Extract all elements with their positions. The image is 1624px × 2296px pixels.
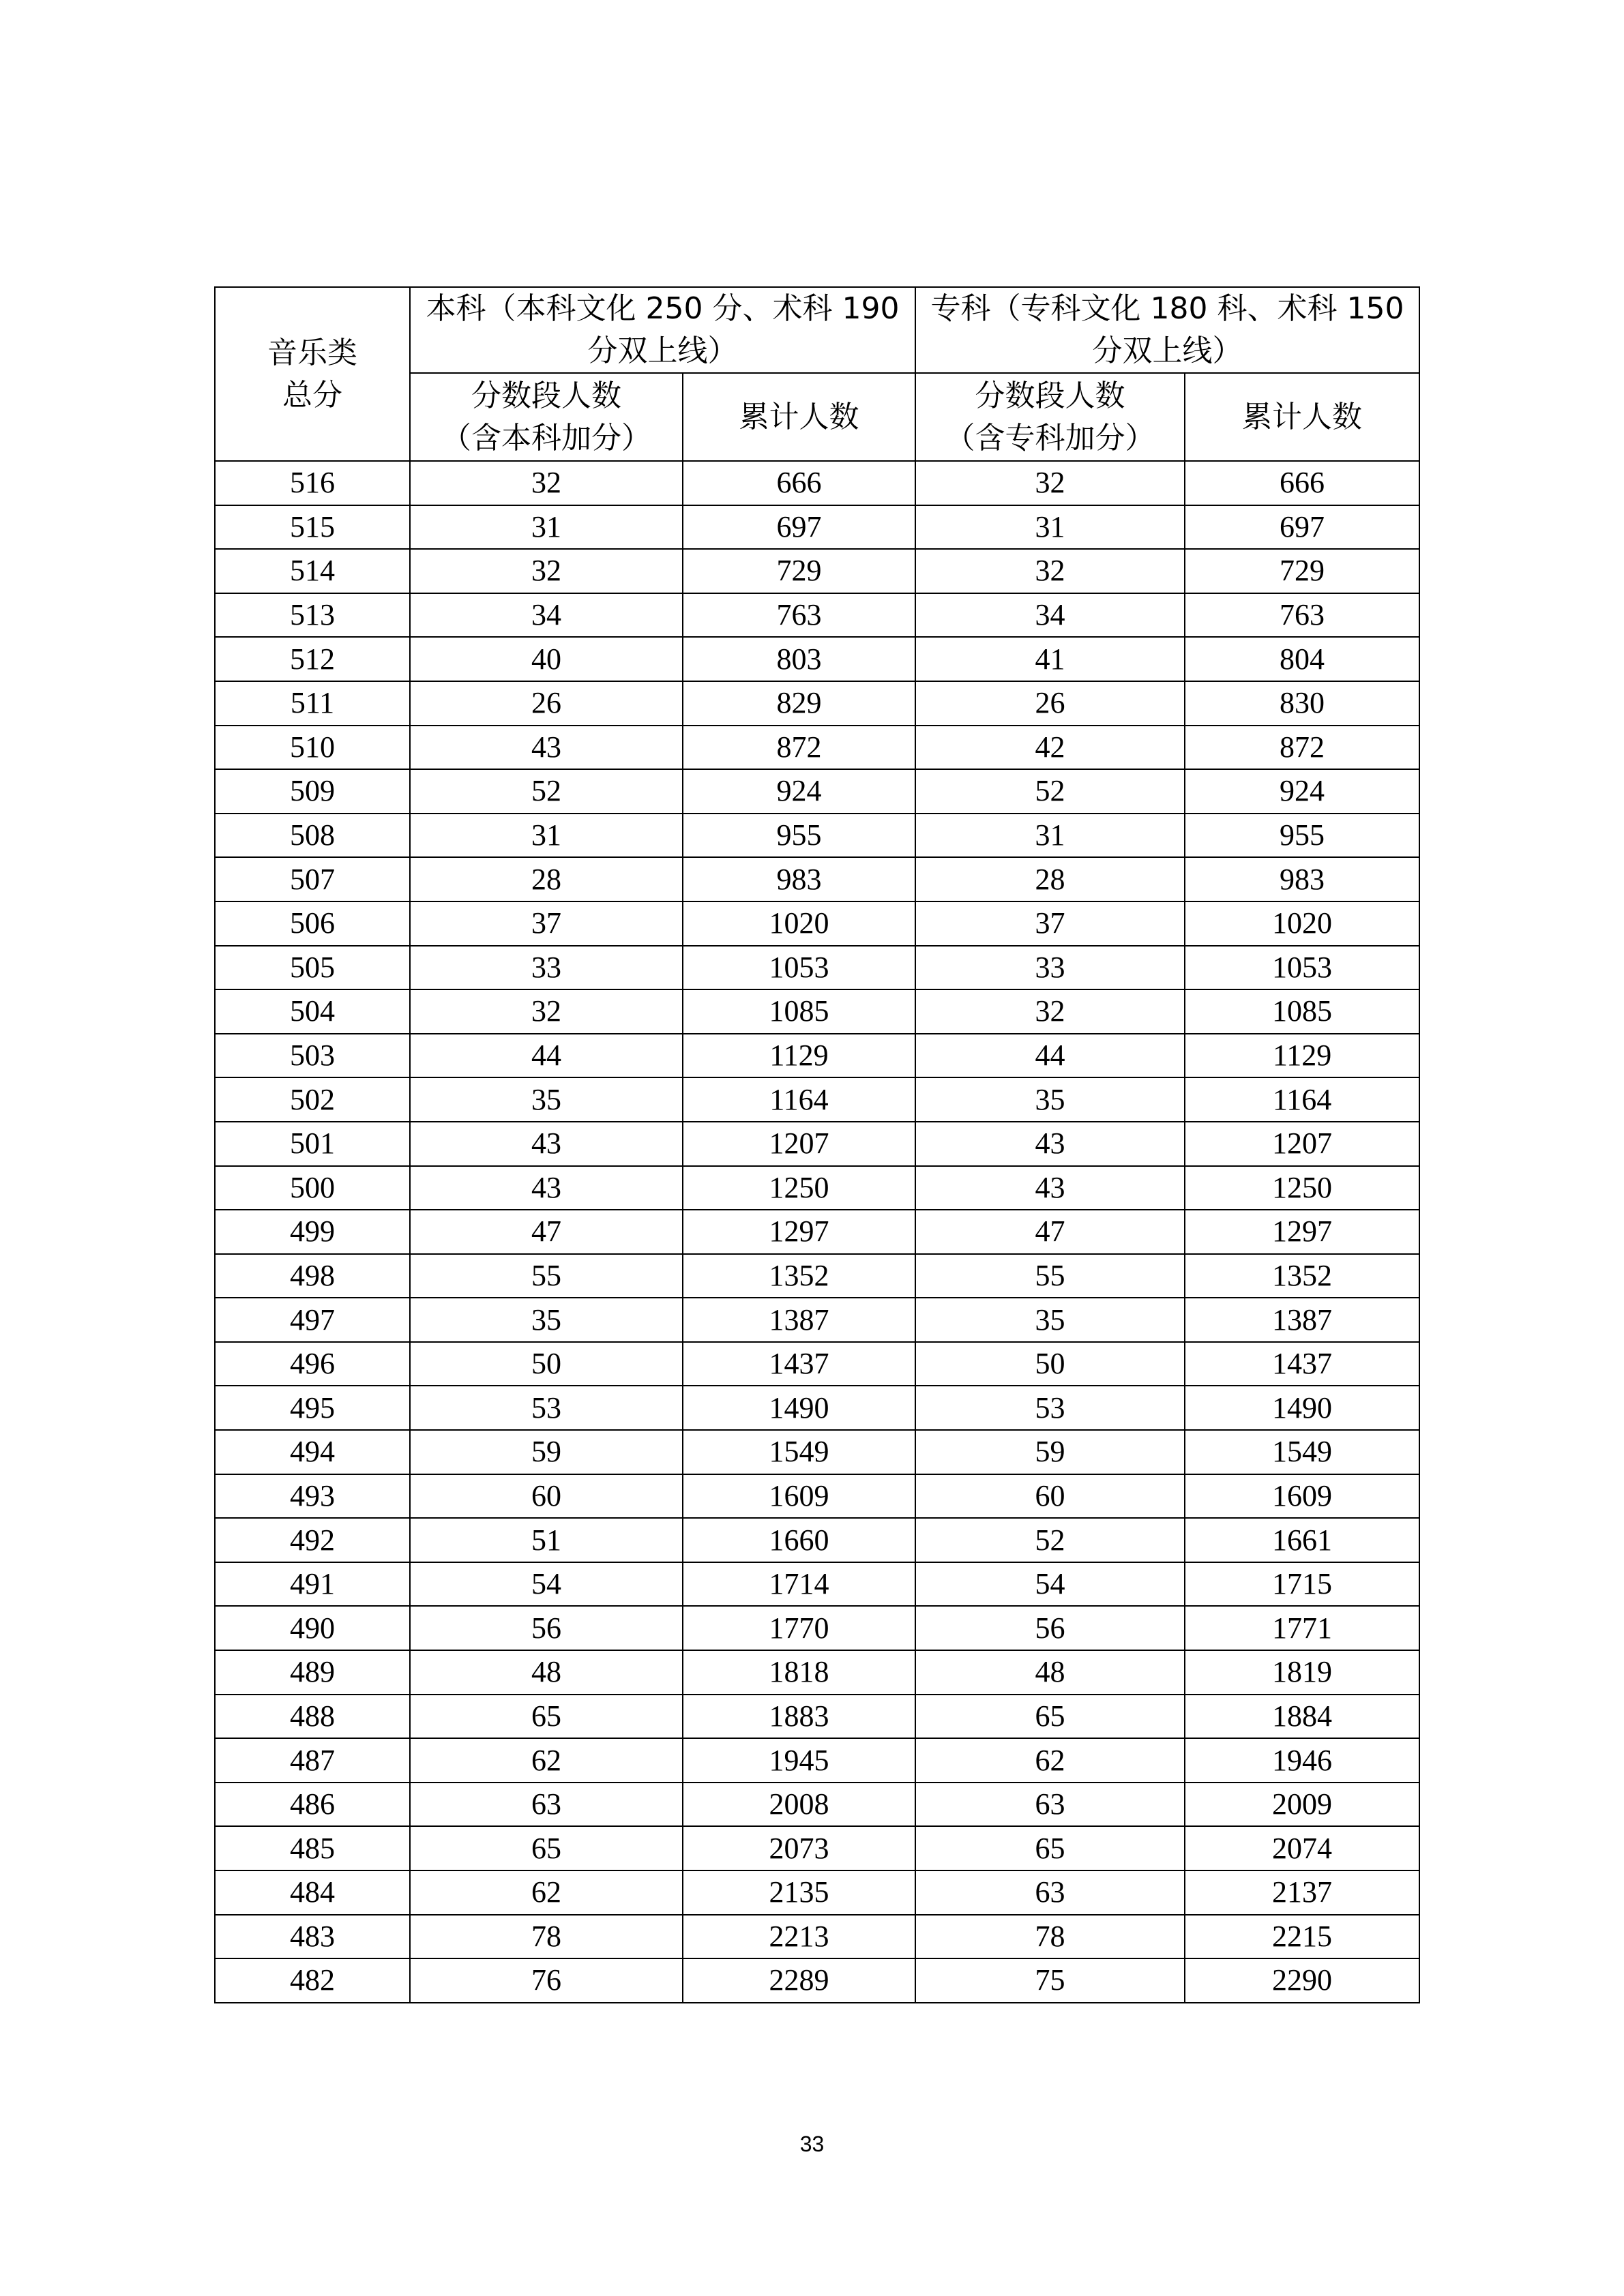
cell-zhuanke-segment: 31 xyxy=(915,505,1185,550)
cell-score: 494 xyxy=(215,1430,410,1474)
table-row xyxy=(215,1695,1419,1739)
page-number: 33 xyxy=(799,2132,825,2156)
cell-score: 513 xyxy=(215,593,410,638)
cell-benke-cumulative: 803 xyxy=(683,637,915,681)
cell-zhuanke-cumulative: 2009 xyxy=(1185,1783,1419,1827)
table-row xyxy=(215,726,1419,770)
cell-zhuanke-segment: 55 xyxy=(915,1254,1185,1298)
cell-score: 482 xyxy=(215,1958,410,2003)
cell-zhuanke-cumulative: 1490 xyxy=(1185,1386,1419,1430)
header-benke-segment xyxy=(410,373,683,461)
header-score-total-label: 音乐类 总分 xyxy=(267,335,357,413)
cell-score: 491 xyxy=(215,1562,410,1607)
cell-score: 506 xyxy=(215,901,410,946)
cell-score: 501 xyxy=(215,1122,410,1166)
cell-score: 507 xyxy=(215,857,410,901)
cell-benke-cumulative: 1207 xyxy=(683,1122,915,1166)
cell-score: 490 xyxy=(215,1606,410,1650)
table-row xyxy=(215,681,1419,726)
cell-score: 504 xyxy=(215,989,410,1034)
cell-zhuanke-cumulative: 1053 xyxy=(1185,946,1419,990)
header-zhuanke-cumulative xyxy=(1185,373,1419,461)
cell-score: 509 xyxy=(215,769,410,814)
cell-score: 496 xyxy=(215,1342,410,1386)
cell-benke-segment: 43 xyxy=(410,726,683,770)
cell-zhuanke-segment: 56 xyxy=(915,1606,1185,1650)
cell-benke-cumulative: 1129 xyxy=(683,1034,915,1078)
table-row xyxy=(215,946,1419,990)
table-row xyxy=(215,637,1419,681)
table-row xyxy=(215,1210,1419,1254)
cell-zhuanke-segment: 41 xyxy=(915,637,1185,681)
cell-benke-cumulative: 2135 xyxy=(683,1870,915,1915)
table-row xyxy=(215,1958,1419,2003)
header-row-group xyxy=(215,287,1419,373)
table-row xyxy=(215,1606,1419,1650)
header-benke-cumulative-label: 累计人数 xyxy=(739,399,859,434)
cell-benke-cumulative: 924 xyxy=(683,769,915,814)
cell-benke-segment: 51 xyxy=(410,1518,683,1562)
cell-benke-cumulative: 763 xyxy=(683,593,915,638)
table-row xyxy=(215,769,1419,814)
cell-benke-segment: 43 xyxy=(410,1166,683,1210)
table-row xyxy=(215,1738,1419,1783)
cell-benke-cumulative: 1020 xyxy=(683,901,915,946)
cell-zhuanke-cumulative: 763 xyxy=(1185,593,1419,638)
cell-benke-segment: 37 xyxy=(410,901,683,946)
cell-zhuanke-segment: 50 xyxy=(915,1342,1185,1386)
header-zhuanke-cumulative-label: 累计人数 xyxy=(1242,399,1363,434)
cell-zhuanke-segment: 35 xyxy=(915,1077,1185,1122)
cell-benke-cumulative: 697 xyxy=(683,505,915,550)
cell-zhuanke-segment: 37 xyxy=(915,901,1185,946)
cell-score: 485 xyxy=(215,1826,410,1870)
cell-zhuanke-segment: 28 xyxy=(915,857,1185,901)
table-row xyxy=(215,1254,1419,1298)
cell-zhuanke-segment: 62 xyxy=(915,1738,1185,1783)
cell-zhuanke-segment: 53 xyxy=(915,1386,1185,1430)
table-row xyxy=(215,1077,1419,1122)
cell-zhuanke-cumulative: 830 xyxy=(1185,681,1419,726)
cell-zhuanke-segment: 63 xyxy=(915,1870,1185,1915)
cell-zhuanke-cumulative: 1387 xyxy=(1185,1298,1419,1342)
cell-benke-cumulative: 1053 xyxy=(683,946,915,990)
cell-zhuanke-segment: 32 xyxy=(915,549,1185,593)
cell-zhuanke-cumulative: 924 xyxy=(1185,769,1419,814)
table-row xyxy=(215,1915,1419,1959)
cell-zhuanke-segment: 34 xyxy=(915,593,1185,638)
cell-zhuanke-segment: 52 xyxy=(915,1518,1185,1562)
header-zhuanke-segment-label: 分数段人数 （含专科加分） xyxy=(945,378,1155,456)
cell-score: 500 xyxy=(215,1166,410,1210)
cell-score: 483 xyxy=(215,1915,410,1959)
cell-zhuanke-segment: 42 xyxy=(915,726,1185,770)
cell-benke-segment: 32 xyxy=(410,461,683,505)
cell-zhuanke-segment: 31 xyxy=(915,814,1185,858)
cell-score: 505 xyxy=(215,946,410,990)
cell-benke-segment: 31 xyxy=(410,814,683,858)
table-row xyxy=(215,814,1419,858)
cell-score: 499 xyxy=(215,1210,410,1254)
cell-zhuanke-cumulative: 1164 xyxy=(1185,1077,1419,1122)
cell-benke-segment: 35 xyxy=(410,1077,683,1122)
cell-benke-segment: 59 xyxy=(410,1430,683,1474)
cell-score: 503 xyxy=(215,1034,410,1078)
table-row xyxy=(215,1430,1419,1474)
table-row xyxy=(215,461,1419,505)
cell-score: 487 xyxy=(215,1738,410,1783)
cell-zhuanke-cumulative: 1609 xyxy=(1185,1474,1419,1519)
cell-zhuanke-cumulative: 2074 xyxy=(1185,1826,1419,1870)
cell-zhuanke-segment: 75 xyxy=(915,1958,1185,2003)
cell-benke-segment: 40 xyxy=(410,637,683,681)
cell-zhuanke-segment: 44 xyxy=(915,1034,1185,1078)
cell-benke-cumulative: 1770 xyxy=(683,1606,915,1650)
table-row xyxy=(215,593,1419,638)
cell-zhuanke-cumulative: 2137 xyxy=(1185,1870,1419,1915)
header-benke-group-label: 本科（本科文化 250 分、术科 190 分双上线） xyxy=(426,291,900,368)
cell-benke-segment: 52 xyxy=(410,769,683,814)
cell-benke-cumulative: 1714 xyxy=(683,1562,915,1607)
header-benke-cumulative xyxy=(683,373,915,461)
cell-score: 502 xyxy=(215,1077,410,1122)
cell-zhuanke-segment: 60 xyxy=(915,1474,1185,1519)
header-zhuanke-group-label: 专科（专科文化 180 科、术科 150 分双上线） xyxy=(930,291,1404,368)
cell-score: 511 xyxy=(215,681,410,726)
cell-benke-cumulative: 955 xyxy=(683,814,915,858)
table-row xyxy=(215,1783,1419,1827)
cell-zhuanke-cumulative: 1771 xyxy=(1185,1606,1419,1650)
table-row xyxy=(215,505,1419,550)
cell-zhuanke-segment: 43 xyxy=(915,1166,1185,1210)
table-row xyxy=(215,901,1419,946)
cell-score: 486 xyxy=(215,1783,410,1827)
table-row xyxy=(215,1870,1419,1915)
cell-benke-segment: 78 xyxy=(410,1915,683,1959)
cell-benke-segment: 47 xyxy=(410,1210,683,1254)
cell-benke-segment: 28 xyxy=(410,857,683,901)
table-row xyxy=(215,1166,1419,1210)
header-zhuanke-segment xyxy=(915,373,1185,461)
cell-benke-cumulative: 1437 xyxy=(683,1342,915,1386)
cell-zhuanke-cumulative: 1661 xyxy=(1185,1518,1419,1562)
cell-benke-cumulative: 872 xyxy=(683,726,915,770)
cell-benke-cumulative: 2008 xyxy=(683,1783,915,1827)
cell-benke-cumulative: 829 xyxy=(683,681,915,726)
cell-zhuanke-cumulative: 983 xyxy=(1185,857,1419,901)
header-benke-segment-label: 分数段人数 （含本科加分） xyxy=(441,378,651,456)
cell-zhuanke-segment: 33 xyxy=(915,946,1185,990)
cell-zhuanke-segment: 48 xyxy=(915,1650,1185,1695)
cell-zhuanke-cumulative: 1297 xyxy=(1185,1210,1419,1254)
cell-benke-cumulative: 1609 xyxy=(683,1474,915,1519)
cell-benke-cumulative: 1387 xyxy=(683,1298,915,1342)
cell-zhuanke-cumulative: 804 xyxy=(1185,637,1419,681)
cell-zhuanke-cumulative: 1437 xyxy=(1185,1342,1419,1386)
cell-benke-cumulative: 2073 xyxy=(683,1826,915,1870)
cell-score: 515 xyxy=(215,505,410,550)
cell-zhuanke-segment: 35 xyxy=(915,1298,1185,1342)
cell-score: 512 xyxy=(215,637,410,681)
table-row xyxy=(215,1342,1419,1386)
cell-zhuanke-segment: 32 xyxy=(915,461,1185,505)
cell-benke-segment: 56 xyxy=(410,1606,683,1650)
cell-score: 497 xyxy=(215,1298,410,1342)
cell-benke-cumulative: 1549 xyxy=(683,1430,915,1474)
cell-benke-cumulative: 1352 xyxy=(683,1254,915,1298)
cell-zhuanke-cumulative: 1884 xyxy=(1185,1695,1419,1739)
cell-zhuanke-cumulative: 955 xyxy=(1185,814,1419,858)
cell-zhuanke-cumulative: 2290 xyxy=(1185,1958,1419,2003)
cell-zhuanke-segment: 65 xyxy=(915,1695,1185,1739)
cell-benke-segment: 43 xyxy=(410,1122,683,1166)
cell-benke-cumulative: 1250 xyxy=(683,1166,915,1210)
cell-score: 489 xyxy=(215,1650,410,1695)
table-row xyxy=(215,1122,1419,1166)
cell-zhuanke-cumulative: 697 xyxy=(1185,505,1419,550)
cell-zhuanke-cumulative: 1129 xyxy=(1185,1034,1419,1078)
cell-benke-segment: 34 xyxy=(410,593,683,638)
cell-benke-segment: 76 xyxy=(410,1958,683,2003)
cell-benke-cumulative: 1660 xyxy=(683,1518,915,1562)
cell-benke-cumulative: 1883 xyxy=(683,1695,915,1739)
table-row xyxy=(215,1474,1419,1519)
cell-zhuanke-segment: 65 xyxy=(915,1826,1185,1870)
cell-benke-cumulative: 1490 xyxy=(683,1386,915,1430)
cell-zhuanke-cumulative: 1250 xyxy=(1185,1166,1419,1210)
cell-zhuanke-segment: 32 xyxy=(915,989,1185,1034)
cell-benke-cumulative: 1085 xyxy=(683,989,915,1034)
cell-zhuanke-cumulative: 1020 xyxy=(1185,901,1419,946)
header-score-total xyxy=(215,287,410,461)
cell-score: 493 xyxy=(215,1474,410,1519)
table-row xyxy=(215,1034,1419,1078)
cell-zhuanke-segment: 43 xyxy=(915,1122,1185,1166)
cell-zhuanke-cumulative: 1946 xyxy=(1185,1738,1419,1783)
score-distribution-table xyxy=(214,286,1420,2003)
table-body xyxy=(215,461,1419,2003)
cell-zhuanke-cumulative: 1085 xyxy=(1185,989,1419,1034)
cell-zhuanke-cumulative: 1715 xyxy=(1185,1562,1419,1607)
table-row xyxy=(215,1650,1419,1695)
table-row xyxy=(215,1298,1419,1342)
cell-zhuanke-cumulative: 872 xyxy=(1185,726,1419,770)
cell-benke-segment: 26 xyxy=(410,681,683,726)
cell-benke-segment: 54 xyxy=(410,1562,683,1607)
header-zhuanke-group xyxy=(915,287,1419,373)
cell-zhuanke-cumulative: 1352 xyxy=(1185,1254,1419,1298)
cell-benke-cumulative: 1164 xyxy=(683,1077,915,1122)
cell-benke-cumulative: 2213 xyxy=(683,1915,915,1959)
cell-zhuanke-segment: 54 xyxy=(915,1562,1185,1607)
cell-benke-cumulative: 1945 xyxy=(683,1738,915,1783)
cell-zhuanke-segment: 47 xyxy=(915,1210,1185,1254)
cell-benke-segment: 55 xyxy=(410,1254,683,1298)
table-row xyxy=(215,1562,1419,1607)
cell-benke-segment: 65 xyxy=(410,1695,683,1739)
cell-zhuanke-cumulative: 729 xyxy=(1185,549,1419,593)
cell-benke-segment: 63 xyxy=(410,1783,683,1827)
cell-score: 516 xyxy=(215,461,410,505)
cell-benke-segment: 31 xyxy=(410,505,683,550)
cell-benke-segment: 32 xyxy=(410,989,683,1034)
cell-benke-segment: 44 xyxy=(410,1034,683,1078)
cell-benke-segment: 35 xyxy=(410,1298,683,1342)
table-row xyxy=(215,989,1419,1034)
table-row xyxy=(215,1518,1419,1562)
cell-zhuanke-segment: 63 xyxy=(915,1783,1185,1827)
cell-benke-cumulative: 1818 xyxy=(683,1650,915,1695)
table-row xyxy=(215,1386,1419,1430)
cell-benke-segment: 62 xyxy=(410,1738,683,1783)
cell-benke-segment: 48 xyxy=(410,1650,683,1695)
cell-benke-segment: 60 xyxy=(410,1474,683,1519)
cell-benke-cumulative: 983 xyxy=(683,857,915,901)
cell-benke-cumulative: 729 xyxy=(683,549,915,593)
cell-score: 495 xyxy=(215,1386,410,1430)
cell-benke-segment: 32 xyxy=(410,549,683,593)
table-row xyxy=(215,857,1419,901)
cell-benke-segment: 62 xyxy=(410,1870,683,1915)
table-row xyxy=(215,549,1419,593)
cell-benke-cumulative: 1297 xyxy=(683,1210,915,1254)
cell-zhuanke-cumulative: 1207 xyxy=(1185,1122,1419,1166)
cell-score: 484 xyxy=(215,1870,410,1915)
cell-score: 488 xyxy=(215,1695,410,1739)
cell-benke-segment: 33 xyxy=(410,946,683,990)
cell-zhuanke-segment: 52 xyxy=(915,769,1185,814)
cell-zhuanke-cumulative: 1819 xyxy=(1185,1650,1419,1695)
table-row xyxy=(215,1826,1419,1870)
cell-zhuanke-cumulative: 1549 xyxy=(1185,1430,1419,1474)
cell-score: 498 xyxy=(215,1254,410,1298)
cell-score: 492 xyxy=(215,1518,410,1562)
cell-benke-segment: 50 xyxy=(410,1342,683,1386)
cell-zhuanke-segment: 26 xyxy=(915,681,1185,726)
cell-benke-segment: 53 xyxy=(410,1386,683,1430)
cell-zhuanke-segment: 78 xyxy=(915,1915,1185,1959)
cell-zhuanke-segment: 59 xyxy=(915,1430,1185,1474)
cell-zhuanke-cumulative: 2215 xyxy=(1185,1915,1419,1959)
cell-benke-cumulative: 666 xyxy=(683,461,915,505)
cell-score: 510 xyxy=(215,726,410,770)
header-benke-group xyxy=(410,287,915,373)
cell-score: 514 xyxy=(215,549,410,593)
cell-benke-segment: 65 xyxy=(410,1826,683,1870)
cell-benke-cumulative: 2289 xyxy=(683,1958,915,2003)
cell-zhuanke-cumulative: 666 xyxy=(1185,461,1419,505)
cell-score: 508 xyxy=(215,814,410,858)
